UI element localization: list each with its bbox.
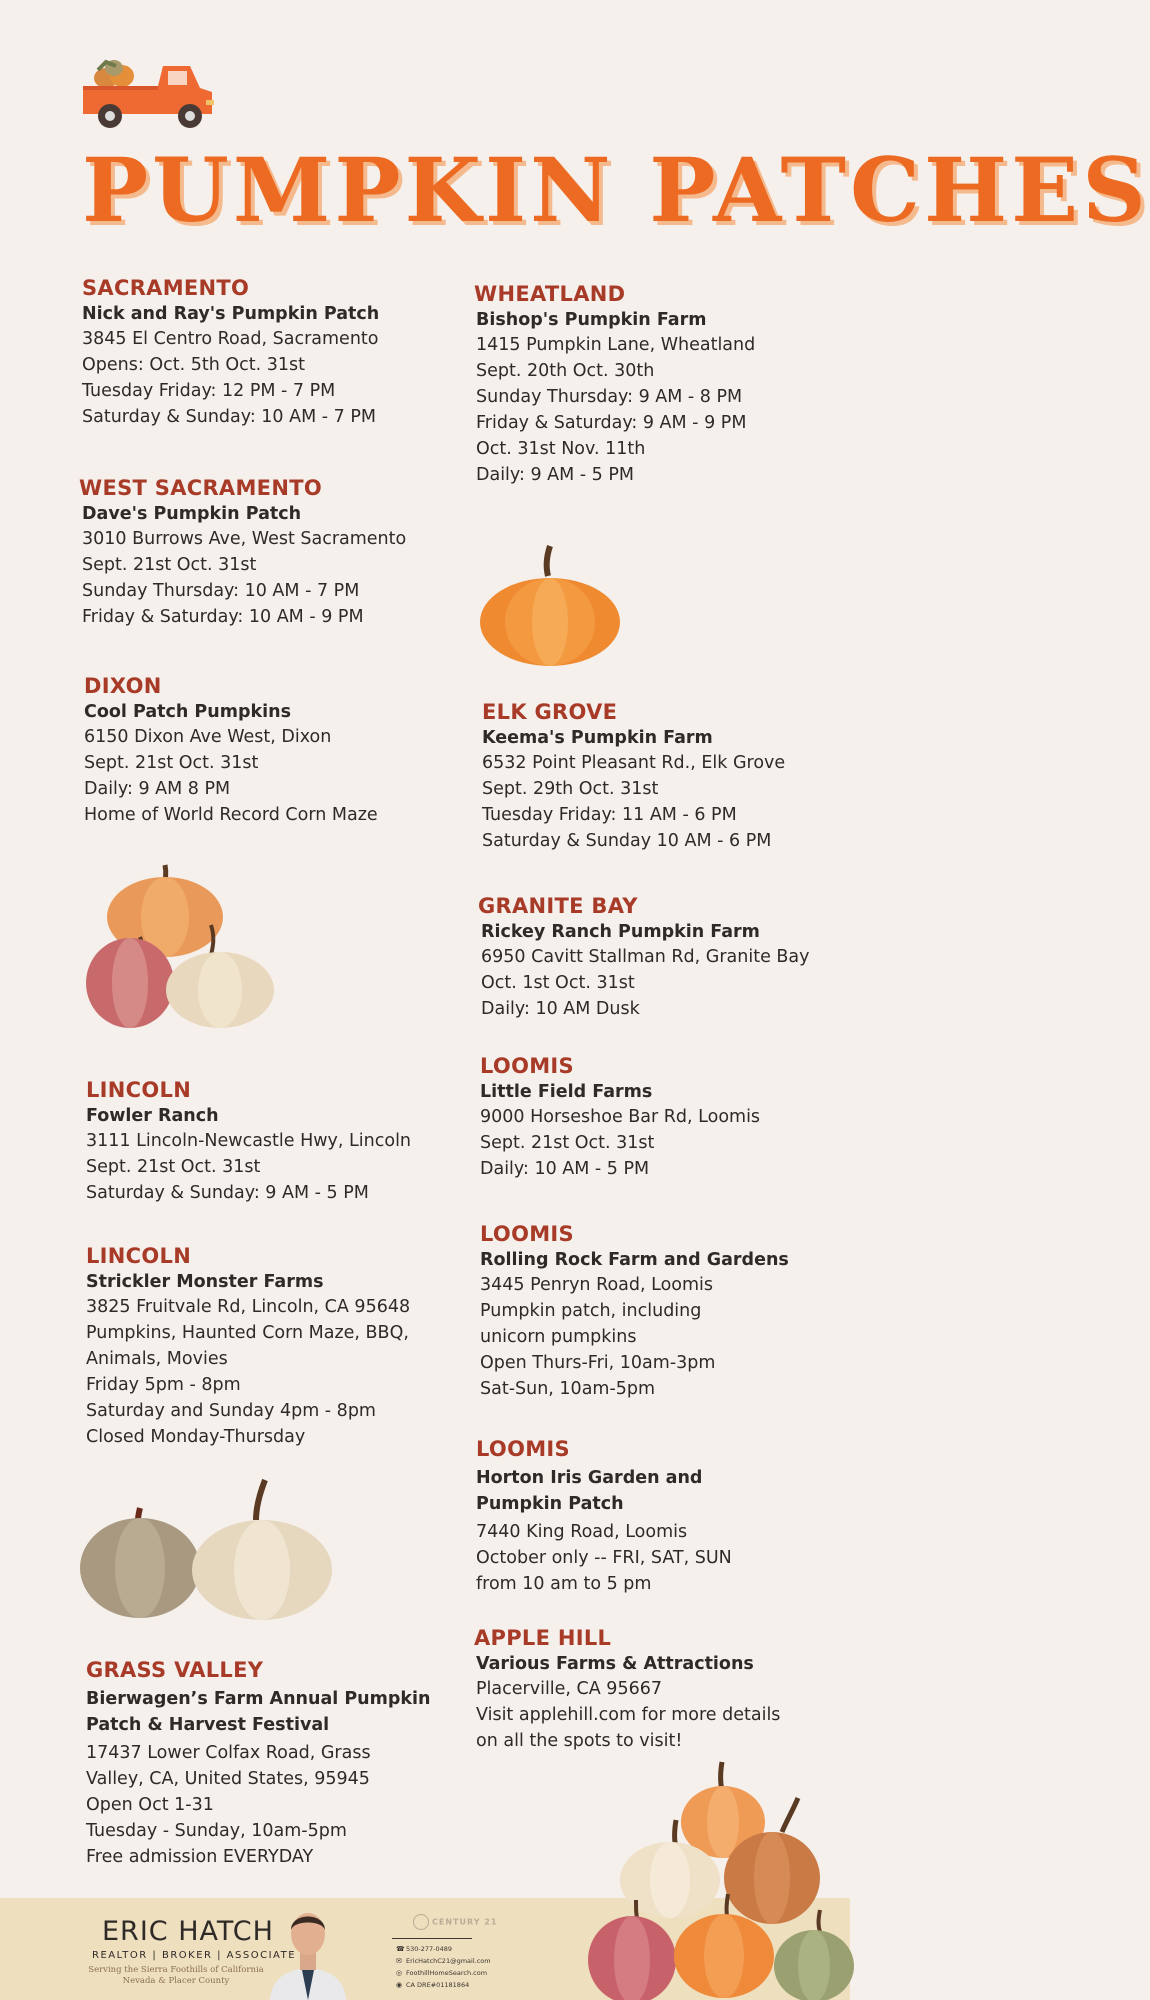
patch-entry bbox=[86, 1658, 446, 1870]
patch-detail: Closed Monday-Thursday bbox=[86, 1427, 306, 1447]
patch-detail: Sept. 21st Oct. 31st bbox=[480, 1133, 655, 1153]
agent-photo bbox=[266, 1900, 350, 2000]
patch-name: Bierwagen’s Farm Annual Pumpkin Patch & Harvest Festival bbox=[86, 1689, 431, 1735]
city-heading: WEST SACRAMENTO bbox=[79, 476, 322, 500]
city-heading: LOOMIS bbox=[480, 1054, 574, 1078]
patch-name: Rolling Rock Farm and Gardens bbox=[480, 1250, 789, 1270]
patch-detail: Placerville, CA 95667 bbox=[476, 1679, 662, 1699]
patch-name: Dave's Pumpkin Patch bbox=[82, 504, 302, 524]
city-heading: DIXON bbox=[84, 674, 162, 698]
patch-detail: Sept. 29th Oct. 31st bbox=[482, 779, 659, 799]
patch-detail: Tuesday Friday: 12 PM - 7 PM bbox=[82, 381, 336, 401]
pumpkin-pair-icon bbox=[80, 1478, 340, 1623]
patch-detail: Daily: 10 AM Dusk bbox=[481, 999, 640, 1019]
patch-detail: Saturday & Sunday: 10 AM - 7 PM bbox=[82, 407, 376, 427]
license-icon: ◉ bbox=[396, 1981, 403, 1989]
patch-detail: Home of World Record Corn Maze bbox=[84, 805, 378, 825]
patch-name: Rickey Ranch Pumpkin Farm bbox=[481, 922, 760, 942]
patch-detail: 9000 Horseshoe Bar Rd, Loomis bbox=[480, 1107, 761, 1127]
patch-name: Nick and Ray's Pumpkin Patch bbox=[82, 304, 380, 324]
city-heading: LOOMIS bbox=[476, 1437, 570, 1461]
patch-detail: Sept. 21st Oct. 31st bbox=[82, 555, 257, 575]
agent-tagline-line: Serving the Sierra Foothills of California bbox=[88, 1965, 264, 1975]
brand-name: CENTURY 21 bbox=[432, 1917, 498, 1927]
patch-detail: 3010 Burrows Ave, West Sacramento bbox=[82, 529, 407, 549]
patch-detail: from 10 am to 5 pm bbox=[476, 1574, 652, 1594]
patch-name: Bishop's Pumpkin Farm bbox=[476, 310, 707, 330]
contact-web bbox=[396, 1969, 487, 1977]
brand-badge-icon bbox=[413, 1914, 429, 1930]
city-heading: GRASS VALLEY bbox=[86, 1658, 264, 1682]
patch-name: Various Farms & Attractions bbox=[476, 1654, 754, 1674]
patch-detail: Pumpkin patch, including bbox=[480, 1301, 702, 1321]
footer-divider bbox=[392, 1938, 472, 1939]
patch-entry bbox=[86, 1244, 446, 1450]
patch-detail: Saturday & Sunday: 9 AM - 5 PM bbox=[86, 1183, 369, 1203]
patch-entry bbox=[482, 700, 842, 854]
patch-entry bbox=[474, 1626, 844, 1754]
agent-role: REALTOR | BROKER | ASSOCIATE bbox=[92, 1950, 297, 1961]
patch-detail: Sunday Thursday: 9 AM - 8 PM bbox=[476, 387, 743, 407]
patch-detail: Saturday and Sunday 4pm - 8pm bbox=[86, 1401, 376, 1421]
brand-logo bbox=[413, 1914, 497, 1930]
pumpkin-truck-icon bbox=[78, 50, 218, 135]
patch-detail: Pumpkins, Haunted Corn Maze, BBQ, bbox=[86, 1323, 409, 1343]
city-heading: WHEATLAND bbox=[474, 282, 626, 306]
patch-entry bbox=[480, 1054, 840, 1182]
patch-detail: Daily: 9 AM 8 PM bbox=[84, 779, 231, 799]
pumpkin-pile-icon bbox=[586, 1760, 850, 2000]
patch-detail: Sept. 21st Oct. 31st bbox=[84, 753, 259, 773]
patch-name: Keema's Pumpkin Farm bbox=[482, 728, 713, 748]
agent-name: ERIC HATCH bbox=[102, 1916, 274, 1947]
contact-text: 530-277-0489 bbox=[406, 1945, 453, 1953]
patch-name: Cool Patch Pumpkins bbox=[84, 702, 291, 722]
patch-detail: October only -- FRI, SAT, SUN bbox=[476, 1548, 732, 1568]
patch-detail: Visit applehill.com for more details bbox=[476, 1705, 781, 1725]
patch-entry bbox=[86, 1078, 446, 1206]
city-heading: SACRAMENTO bbox=[82, 276, 250, 300]
agent-tagline bbox=[86, 1965, 266, 1987]
patch-detail: Animals, Movies bbox=[86, 1349, 228, 1369]
city-heading: LOOMIS bbox=[480, 1222, 574, 1246]
city-heading: GRANITE BAY bbox=[478, 894, 638, 918]
patch-entry bbox=[474, 282, 834, 488]
patch-detail: 6950 Cavitt Stallman Rd, Granite Bay bbox=[481, 947, 810, 967]
web-icon: ◎ bbox=[396, 1969, 403, 1977]
patch-entry bbox=[82, 276, 422, 430]
patch-detail: Saturday & Sunday 10 AM - 6 PM bbox=[482, 831, 772, 851]
patch-detail: Sunday Thursday: 10 AM - 7 PM bbox=[82, 581, 360, 601]
patch-detail: Sat-Sun, 10am-5pm bbox=[480, 1379, 656, 1399]
patch-detail: 17437 Lower Colfax Road, Grass bbox=[86, 1743, 371, 1763]
contact-license bbox=[396, 1981, 469, 1989]
patch-name: Horton Iris Garden and Pumpkin Patch bbox=[476, 1468, 703, 1514]
patch-detail: Sept. 20th Oct. 30th bbox=[476, 361, 655, 381]
patch-detail: 7440 King Road, Loomis bbox=[476, 1522, 688, 1542]
contact-text: FoothillHomeSearch.com bbox=[406, 1969, 488, 1977]
patch-detail: 6150 Dixon Ave West, Dixon bbox=[84, 727, 332, 747]
patch-detail: Oct. 31st Nov. 11th bbox=[476, 439, 646, 459]
patch-entry bbox=[84, 674, 424, 828]
city-heading: LINCOLN bbox=[86, 1078, 192, 1102]
patch-detail: unicorn pumpkins bbox=[480, 1327, 637, 1347]
agent-tagline-line: Nevada & Placer County bbox=[122, 1976, 230, 1986]
email-icon: ✉ bbox=[396, 1957, 402, 1965]
patch-detail: Tuesday - Sunday, 10am-5pm bbox=[86, 1821, 347, 1841]
patch-entry bbox=[480, 1222, 840, 1402]
patch-name: Strickler Monster Farms bbox=[86, 1272, 324, 1292]
patch-entry bbox=[476, 1437, 736, 1597]
patch-detail: 3845 El Centro Road, Sacramento bbox=[82, 329, 379, 349]
patch-detail: Valley, CA, United States, 95945 bbox=[86, 1769, 370, 1789]
city-heading: APPLE HILL bbox=[474, 1626, 612, 1650]
patch-detail: Daily: 9 AM - 5 PM bbox=[476, 465, 635, 485]
patch-detail: Open Oct 1-31 bbox=[86, 1795, 214, 1815]
patch-detail: Opens: Oct. 5th Oct. 31st bbox=[82, 355, 305, 375]
patch-name: Little Field Farms bbox=[480, 1082, 653, 1102]
phone-icon: ☎ bbox=[396, 1945, 405, 1953]
patch-detail: Sept. 21st Oct. 31st bbox=[86, 1157, 261, 1177]
patch-detail: Friday 5pm - 8pm bbox=[86, 1375, 241, 1395]
patch-name: Fowler Ranch bbox=[86, 1106, 219, 1126]
patch-detail: 3825 Fruitvale Rd, Lincoln, CA 95648 bbox=[86, 1297, 411, 1317]
patch-entry bbox=[478, 894, 848, 1022]
patch-detail: Free admission EVERYDAY bbox=[86, 1847, 314, 1867]
patch-detail: Open Thurs-Fri, 10am-3pm bbox=[480, 1353, 716, 1373]
patch-detail: Daily: 10 AM - 5 PM bbox=[480, 1159, 650, 1179]
patch-detail: Friday & Saturday: 10 AM - 9 PM bbox=[82, 607, 364, 627]
contact-text: EricHatchC21@gmail.com bbox=[406, 1957, 491, 1965]
patch-detail: 3445 Penryn Road, Loomis bbox=[480, 1275, 714, 1295]
patch-detail: 6532 Point Pleasant Rd., Elk Grove bbox=[482, 753, 786, 773]
patch-detail: 1415 Pumpkin Lane, Wheatland bbox=[476, 335, 756, 355]
contact-text: CA DRE#01181864 bbox=[406, 1981, 470, 1989]
pumpkin-trio-icon bbox=[85, 855, 285, 1035]
patch-detail: Oct. 1st Oct. 31st bbox=[481, 973, 635, 993]
orange-pumpkin-icon bbox=[478, 542, 623, 667]
patch-detail: 3111 Lincoln-Newcastle Hwy, Lincoln bbox=[86, 1131, 412, 1151]
contact-email bbox=[396, 1957, 491, 1965]
patch-detail: on all the spots to visit! bbox=[476, 1731, 683, 1751]
patch-entry bbox=[79, 476, 439, 630]
city-heading: ELK GROVE bbox=[482, 700, 618, 724]
patch-detail: Friday & Saturday: 9 AM - 9 PM bbox=[476, 413, 747, 433]
page-title: PUMPKIN PATCHES bbox=[82, 138, 1150, 242]
city-heading: LINCOLN bbox=[86, 1244, 192, 1268]
patch-detail: Tuesday Friday: 11 AM - 6 PM bbox=[482, 805, 737, 825]
contact-phone bbox=[396, 1945, 452, 1953]
